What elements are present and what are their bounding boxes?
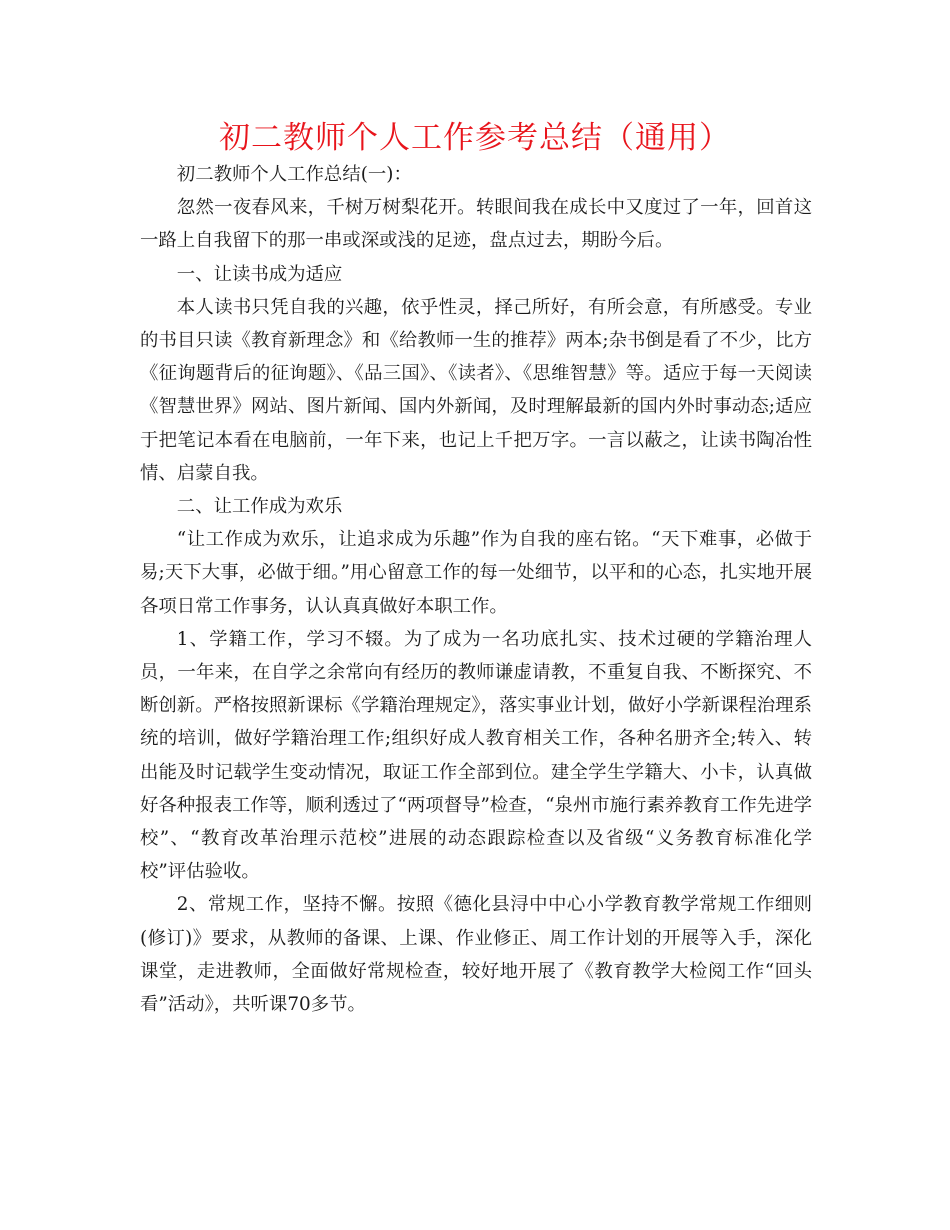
paragraph-routine-work: 2、常规工作，坚持不懈。按照《德化县浔中中心小学教育教学常规工作细则(修订)》要求，从教师的备课、上课、作业修正、周工作计划的开展等入手，深化课堂，走进教师，全面做好常规检查，较好地开展了《教育教学大检阅工作“回头看”活动》，共听课70多节。 — [140, 894, 812, 1016]
document-body — [140, 158, 812, 1021]
paragraph-student-records: 1、学籍工作，学习不辍。为了成为一名功底扎实、技术过硬的学籍治理人员，一年来，在自学之余常向有经历的教师谦虚请教，不重复自我、不断探究、不断创新。严格按照新课标《学籍治理规定》，落实事业计划，做好小学新课程治理系统的培训，做好学籍治理工作;组织好成人教育相关工作，各种名册齐全;转入、转出能及时记载学生变动情况，取证工作全部到位。建全学生学籍大、小卡，认真做好各种报表工作等，顺利透过了“两项督导”检查，“泉州市施行素养教育工作先进学校”、“教育改革治理示范校”进展的动态跟踪检查以及省级“义务教育标准化学校”评估验收。 — [140, 628, 812, 883]
section-heading-work: 二、让工作成为欢乐 — [176, 496, 343, 518]
paragraph-intro: 忽然一夜春风来，千树万树梨花开。转眼间我在成长中又度过了一年，回首这一路上自我留下的那一串或深或浅的足迹，盘点过去，期盼今后。 — [140, 197, 812, 252]
document-title: 初二教师个人工作参考总结（通用） — [219, 120, 731, 156]
paragraph-work: “让工作成为欢乐，让追求成为乐趣”作为自我的座右铭。“天下难事，必做于易;天下大事，必做于细。”用心留意工作的每一处细节，以平和的心态，扎实地开展各项日常工作事务，认认真真做好本职工作。 — [140, 529, 812, 617]
paragraph-reading: 本人读书只凭自我的兴趣，依乎性灵，择己所好，有所会意，有所感受。专业的书目只读《教育新理念》和《给教师一生的推荐》两本;杂书倒是看了不少，比方《征询题背后的征询题》、《品三国》、《读者》、《思维智慧》等。适应于每一天阅读《智慧世界》网站、图片新闻、国内外新闻，及时理解最新的国内外时事动态;适应于把笔记本看在电脑前，一年下来，也记上千把万字。一言以蔽之，让读书陶冶性情、启蒙自我。 — [140, 296, 812, 484]
paragraph-subtitle: 初二教师个人工作总结(一)： — [176, 164, 412, 185]
section-heading-reading: 一、让读书成为适应 — [176, 263, 343, 285]
